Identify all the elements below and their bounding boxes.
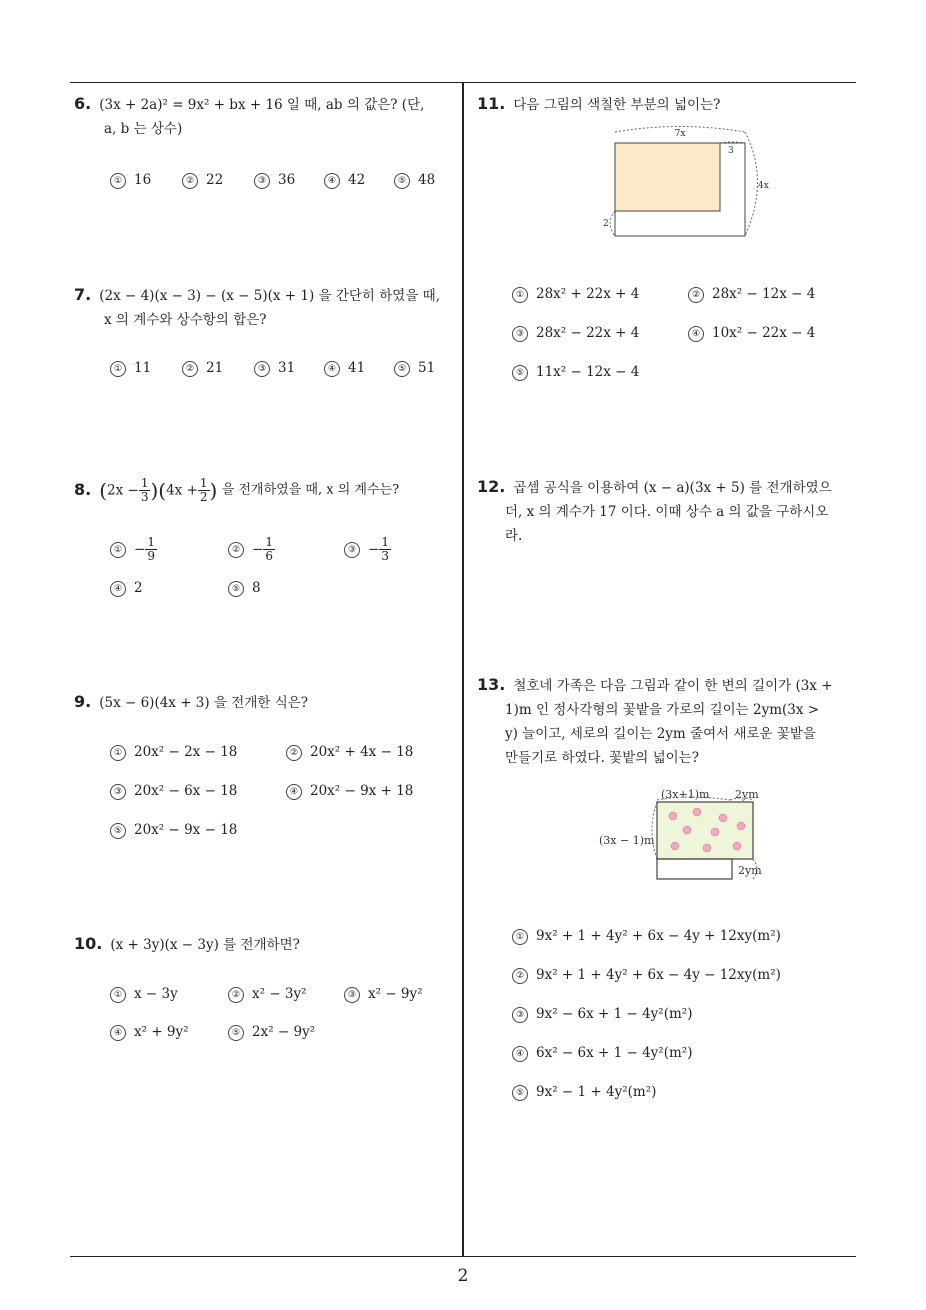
flower-icon — [683, 826, 691, 834]
dimension-left — [652, 802, 657, 859]
choice-2[interactable]: ② x² − 3y² — [228, 986, 307, 1003]
choice-3[interactable]: ③ 9x² − 6x + 1 − 4y²(m²) — [512, 1006, 692, 1023]
choice-4[interactable]: ④ 20x² − 9x + 18 — [286, 783, 413, 800]
flower-icon — [719, 814, 727, 822]
question-text-cont: a, b 는 상수) — [104, 121, 183, 137]
label-bottom: 2 — [603, 219, 609, 229]
choice-3[interactable]: ③ 20x² − 6x − 18 — [110, 783, 237, 800]
choice-1[interactable]: ① 28x² + 22x + 4 — [512, 286, 639, 303]
choice-1[interactable]: ① 20x² − 2x − 18 — [110, 744, 237, 761]
removed-strip — [657, 859, 732, 879]
question-number: 11. — [477, 94, 506, 113]
flower-icon — [693, 808, 701, 816]
bottom-rule — [70, 1256, 856, 1257]
choice-2[interactable]: ② 9x² + 1 + 4y² + 6x − 4y − 12xy(m²) — [512, 967, 781, 984]
question-number: 12. — [477, 477, 506, 496]
question-9 — [74, 690, 458, 715]
question-10 — [74, 932, 458, 957]
question-7 — [74, 283, 458, 332]
column-divider — [462, 82, 464, 1257]
label-left: (3x − 1)m — [599, 834, 655, 847]
question-text-cont: 1)m 인 정사각형의 꽃밭을 가로의 길이는 2ym(3x > — [505, 702, 820, 718]
question-text: (x + 3y)(x − 3y) 를 전개하면? — [110, 937, 300, 953]
question-13 — [477, 673, 861, 770]
question-text-cont: 라. — [505, 528, 523, 544]
flower-icon — [711, 828, 719, 836]
choice-4[interactable]: ④ 41 — [324, 360, 365, 377]
choice-3[interactable]: ③ x² − 9y² — [344, 986, 423, 1003]
choice-2[interactable]: ② 21 — [182, 360, 223, 377]
choice-4[interactable]: ④ 2 — [110, 580, 143, 597]
fraction: $\frac{1}{3}$ — [140, 476, 149, 504]
label-corner: 3 — [728, 146, 734, 156]
choice-5[interactable]: ⑤ 20x² − 9x − 18 — [110, 822, 237, 839]
choice-5[interactable]: ⑤ 9x² − 1 + 4y²(m²) — [512, 1084, 656, 1101]
choice-4[interactable]: ④ 6x² − 6x + 1 − 4y²(m²) — [512, 1045, 692, 1062]
label-top: (3x+1)m — [661, 788, 710, 801]
choice-3[interactable]: ③ 28x² − 22x + 4 — [512, 325, 639, 342]
dimension-bottom — [610, 211, 615, 236]
label-side: 4x — [758, 181, 769, 191]
question-text: 곱셈 공식을 이용하여 (x − a)(3x + 5) 를 전개하였으 — [513, 480, 832, 496]
choice-5[interactable]: ⑤ 51 — [394, 360, 435, 377]
question-text: (5x − 6)(4x + 3) 을 전개한 식은? — [99, 695, 309, 711]
question-text: 다음 그림의 색칠한 부분의 넓이는? — [513, 97, 721, 113]
flower-icon — [737, 822, 745, 830]
figure-garden — [595, 784, 785, 884]
question-number: 7. — [74, 285, 92, 304]
shaded-rect — [615, 143, 720, 211]
choice-3[interactable]: ③ − $\frac{1}{3}$ — [344, 536, 391, 563]
label-bottom-right: 2ym — [738, 864, 762, 877]
question-8: 8. (2x − $\frac{1}{3}$ )(4x + $\frac{1}{2}$ ) 을 전개하였을 때, x 의 계수는? — [74, 476, 400, 504]
question-12 — [477, 475, 861, 548]
choice-2[interactable]: ② − $\frac{1}{6}$ — [228, 536, 275, 563]
choice-1[interactable]: ① 11 — [110, 360, 151, 377]
flower-icon — [703, 844, 711, 852]
question-text: (2x − 4)(x − 3) − (x − 5)(x + 1) 을 간단히 하였을 때, — [99, 288, 441, 304]
flower-icon — [671, 842, 679, 850]
question-number: 9. — [74, 692, 92, 711]
question-number: 8. — [74, 479, 92, 499]
fraction: $\frac{1}{2}$ — [199, 476, 208, 504]
question-text-cont: 만들기로 하였다. 꽃밭의 넓이는? — [505, 750, 699, 766]
page-number: 2 — [457, 1266, 469, 1286]
choice-3[interactable]: ③ 31 — [254, 360, 295, 377]
flower-icon — [669, 812, 677, 820]
choice-4[interactable]: ④ 42 — [324, 172, 365, 189]
question-number: 10. — [74, 934, 103, 953]
choice-2[interactable]: ② 22 — [182, 172, 223, 189]
dimension-right — [745, 132, 758, 236]
question-text: 철호네 가족은 다음 그림과 같이 한 변의 길이가 (3x + — [513, 678, 833, 694]
choice-1[interactable]: ① 9x² + 1 + 4y² + 6x − 4y + 12xy(m²) — [512, 928, 781, 945]
choice-2[interactable]: ② 20x² + 4x − 18 — [286, 744, 413, 761]
flower-icon — [733, 842, 741, 850]
question-text-cont: y) 늘이고, 세로의 길이는 2ym 줄여서 새로운 꽃밭을 — [505, 726, 816, 742]
choice-5[interactable]: ⑤ 2x² − 9y² — [228, 1024, 315, 1041]
choice-5[interactable]: ⑤ 48 — [394, 172, 435, 189]
choice-3[interactable]: ③ 36 — [254, 172, 295, 189]
choice-1[interactable]: ① 16 — [110, 172, 151, 189]
label-top-right: 2ym — [735, 788, 759, 801]
choice-5[interactable]: ⑤ 11x² − 12x − 4 — [512, 364, 639, 381]
choice-1[interactable]: ① x − 3y — [110, 986, 178, 1003]
choice-5[interactable]: ⑤ 8 — [228, 580, 261, 597]
choice-1[interactable]: ① − $\frac{1}{9}$ — [110, 536, 157, 563]
question-number: 6. — [74, 94, 92, 113]
question-6 — [74, 92, 458, 141]
question-text: (3x + 2a)² = 9x² + bx + 16 일 때, ab 의 값은? (단, — [99, 97, 425, 113]
label-top: 7x — [674, 129, 686, 139]
question-text-cont: x 의 계수와 상수항의 합은? — [104, 312, 267, 328]
figure-rectangle — [600, 125, 770, 243]
question-text-cont: 더, x 의 계수가 17 이다. 이때 상수 a 의 값을 구하시오 — [505, 504, 829, 520]
choice-4[interactable]: ④ 10x² − 22x − 4 — [688, 325, 815, 342]
choice-2[interactable]: ② 28x² − 12x − 4 — [688, 286, 815, 303]
question-11 — [477, 92, 861, 117]
choice-4[interactable]: ④ x² + 9y² — [110, 1024, 189, 1041]
question-text: 을 전개하였을 때, x 의 계수는? — [221, 482, 400, 498]
question-number: 13. — [477, 675, 506, 694]
